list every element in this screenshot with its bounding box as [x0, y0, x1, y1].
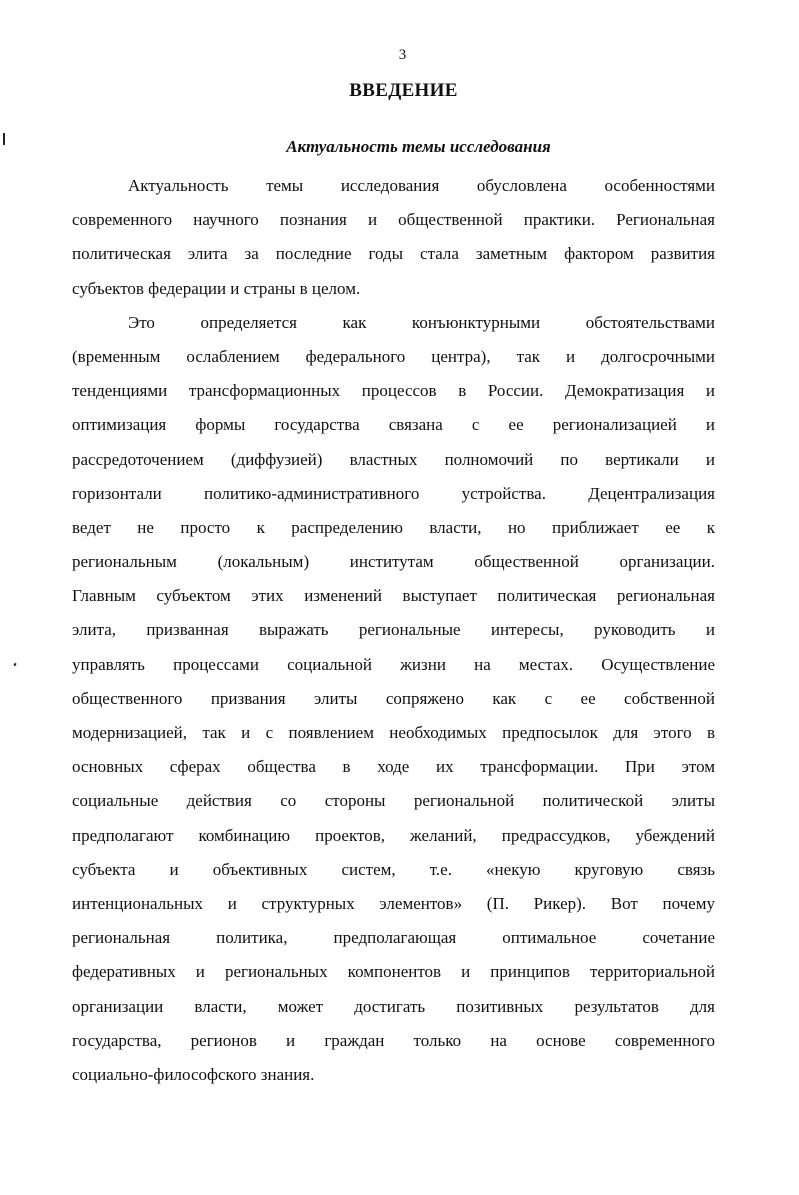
paragraph	[72, 169, 715, 306]
text-line: ведет не просто к распределению власти, но приближает ее к	[72, 517, 715, 537]
text-line: модернизацией, так и с появлением необходимых предпосылок для этого в	[72, 723, 715, 742]
text-line: оптимизация формы государства связана с ее регионализацией и	[72, 415, 715, 435]
text-line: федеративных и региональных компонентов и принципов территориальной	[72, 962, 715, 982]
text-line: элита, призванная выражать региональные интересы, руководить и	[72, 620, 715, 640]
scan-mark	[13, 663, 16, 667]
text-line: социально-философского знания.	[72, 1064, 315, 1084]
text-line: Актуальность темы исследования обусловлена особенностями	[128, 176, 715, 195]
text-line: государства, регионов и граждан только на основе современного	[72, 1030, 715, 1050]
section-title: Актуальность темы исследования	[286, 137, 551, 156]
body-text	[72, 169, 715, 1092]
text-line: организации власти, может достигать позитивных результатов для	[72, 996, 715, 1016]
paragraph	[72, 306, 715, 1092]
page-title: ВВЕДЕНИЕ	[349, 80, 458, 101]
text-line: предполагают комбинацию проектов, желаний, предрассудков, убеждений	[72, 825, 715, 845]
text-line: социальные действия со стороны региональной политической элиты	[72, 791, 715, 811]
text-line: общественного призвания элиты сопряжено как с ее собственной	[72, 688, 715, 708]
text-line: интенциональных и структурных элементов» (П. Рикер). Вот почему	[72, 893, 715, 913]
text-line: Главным субъектом этих изменений выступает политическая региональная	[72, 586, 715, 606]
text-line: современного научного познания и общественной практики. Региональная	[72, 210, 715, 230]
text-line: (временным ослаблением федерального центра), так и долгосрочными	[72, 346, 715, 366]
text-line: рассредоточением (диффузией) властных полномочий по вертикали и	[72, 449, 715, 469]
text-line: субъектов федерации и страны в целом.	[72, 278, 361, 298]
text-line: политическая элита за последние годы стала заметным фактором развития	[72, 244, 715, 264]
text-line: Это определяется как конъюнктурными обстоятельствами	[128, 312, 715, 332]
text-line: тенденциями трансформационных процессов в России. Демократизация и	[72, 381, 715, 401]
page-number: 3	[398, 47, 407, 63]
text-line: управлять процессами социальной жизни на местах. Осуществление	[72, 654, 715, 674]
text-line: основных сферах общества в ходе их трансформации. При этом	[72, 757, 715, 777]
text-line: субъекта и объективных систем, т.е. «некую круговую связь	[72, 859, 715, 879]
text-line: горизонтали политико-административного устройства. Децентрализация	[72, 483, 715, 503]
text-line: региональным (локальным) институтам общественной организации.	[72, 552, 715, 572]
text-line: региональная политика, предполагающая оптимальное сочетание	[72, 928, 715, 948]
